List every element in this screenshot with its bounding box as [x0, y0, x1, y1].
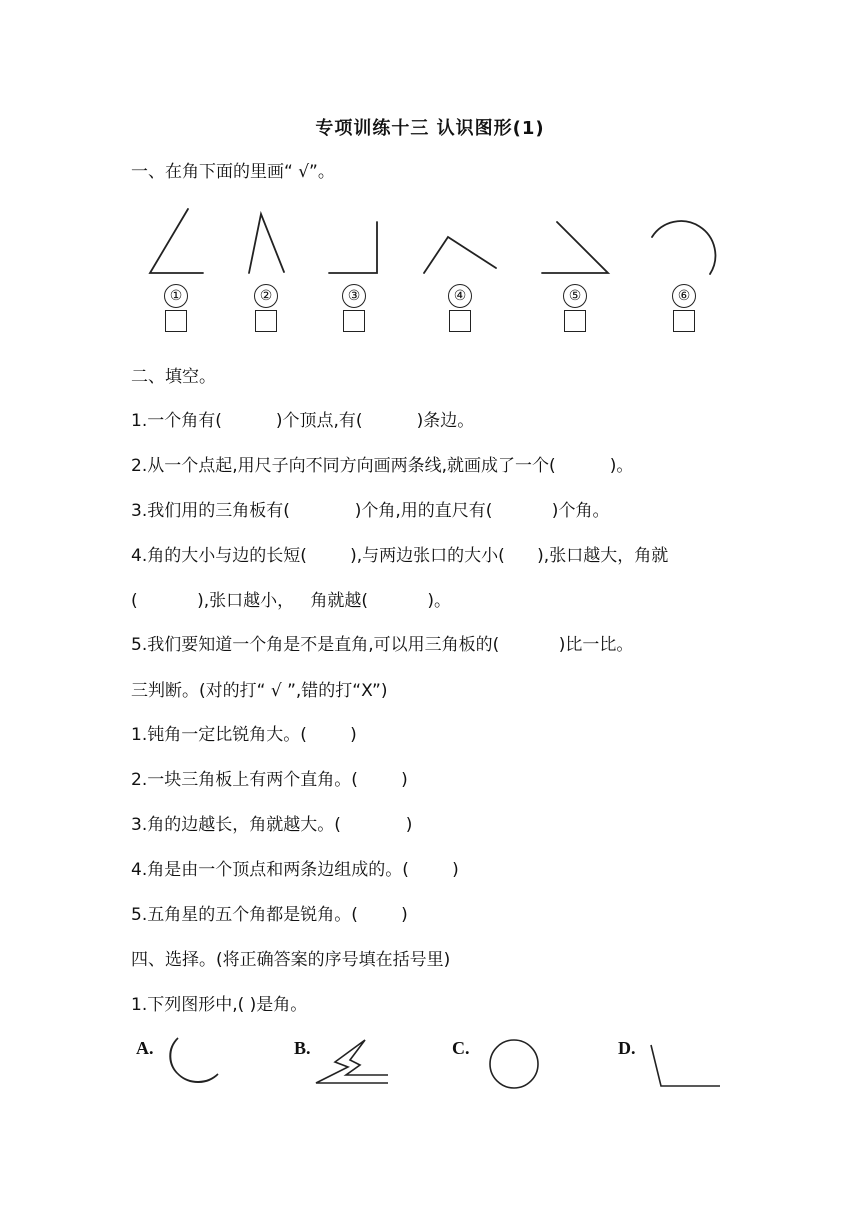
- page-title: 专项训练十三 认识图形(1): [315, 118, 545, 139]
- figure-2-narrow-angle: [249, 214, 284, 273]
- figure-number-3: ③: [342, 284, 366, 308]
- section2-heading: 二、填空。: [131, 367, 216, 387]
- option-figures: [0, 1030, 860, 1100]
- answer-box-1[interactable]: [165, 310, 187, 332]
- option-a-crescent: [170, 1038, 218, 1082]
- answer-box-2[interactable]: [255, 310, 277, 332]
- choice-question-1: 1.下列图形中,( )是角。: [131, 995, 308, 1015]
- fill-question-4-line1: 4.角的大小与边的长短( ),与两边张口的大小( ),张口越大，角就: [131, 546, 669, 566]
- judge-question-3: 3.角的边越长，角就越大。( ): [131, 815, 413, 835]
- section1-heading: 一、在角下面的里画“ √”。: [131, 162, 335, 182]
- answer-box-6[interactable]: [673, 310, 695, 332]
- figure-5-acute-angle: [542, 222, 608, 273]
- section3-heading: 三判断。(对的打“ √ ”,错的打“X”): [131, 681, 388, 701]
- fill-question-3: 3.我们用的三角板有( )个角,用的直尺有( )个角。: [131, 501, 610, 521]
- answer-box-4[interactable]: [449, 310, 471, 332]
- figure-4-obtuse-angle: [424, 237, 496, 273]
- option-d-angle: [651, 1045, 720, 1086]
- section4-heading: 四、选择。(将正确答案的序号填在括号里): [131, 950, 451, 970]
- option-c-label: C.: [452, 1038, 470, 1058]
- figure-number-2: ②: [254, 284, 278, 308]
- fill-question-1: 1.一个角有( )个顶点,有( )条边。: [131, 411, 475, 431]
- option-c-circle: [490, 1040, 538, 1088]
- judge-question-2: 2.一块三角板上有两个直角。( ): [131, 770, 408, 790]
- judge-question-1: 1.钝角一定比锐角大。( ): [131, 725, 357, 745]
- fill-question-5: 5.我们要知道一个角是不是直角,可以用三角板的( )比一比。: [131, 635, 634, 655]
- option-a-label: A.: [136, 1038, 154, 1058]
- answer-box-5[interactable]: [564, 310, 586, 332]
- fill-question-4-line2: ( ),张口越小， 角就越( )。: [131, 591, 452, 611]
- figure-number-6: ⑥: [672, 284, 696, 308]
- figure-6-arc: [652, 221, 715, 274]
- answer-box-3[interactable]: [343, 310, 365, 332]
- option-b-label: B.: [294, 1038, 311, 1058]
- figure-1-acute-angle: [150, 209, 203, 273]
- figure-number-4: ④: [448, 284, 472, 308]
- option-b-zigzag: [316, 1040, 388, 1083]
- option-d-label: D.: [618, 1038, 636, 1058]
- fill-question-2: 2.从一个点起,用尺子向不同方向画两条线,就画成了一个( )。: [131, 456, 634, 476]
- judge-question-5: 5.五角星的五个角都是锐角。( ): [131, 905, 408, 925]
- figure-3-right-angle: [329, 222, 377, 273]
- angle-figures: [0, 200, 860, 280]
- figure-number-1: ①: [164, 284, 188, 308]
- judge-question-4: 4.角是由一个顶点和两条边组成的。( ): [131, 860, 459, 880]
- figure-number-5: ⑤: [563, 284, 587, 308]
